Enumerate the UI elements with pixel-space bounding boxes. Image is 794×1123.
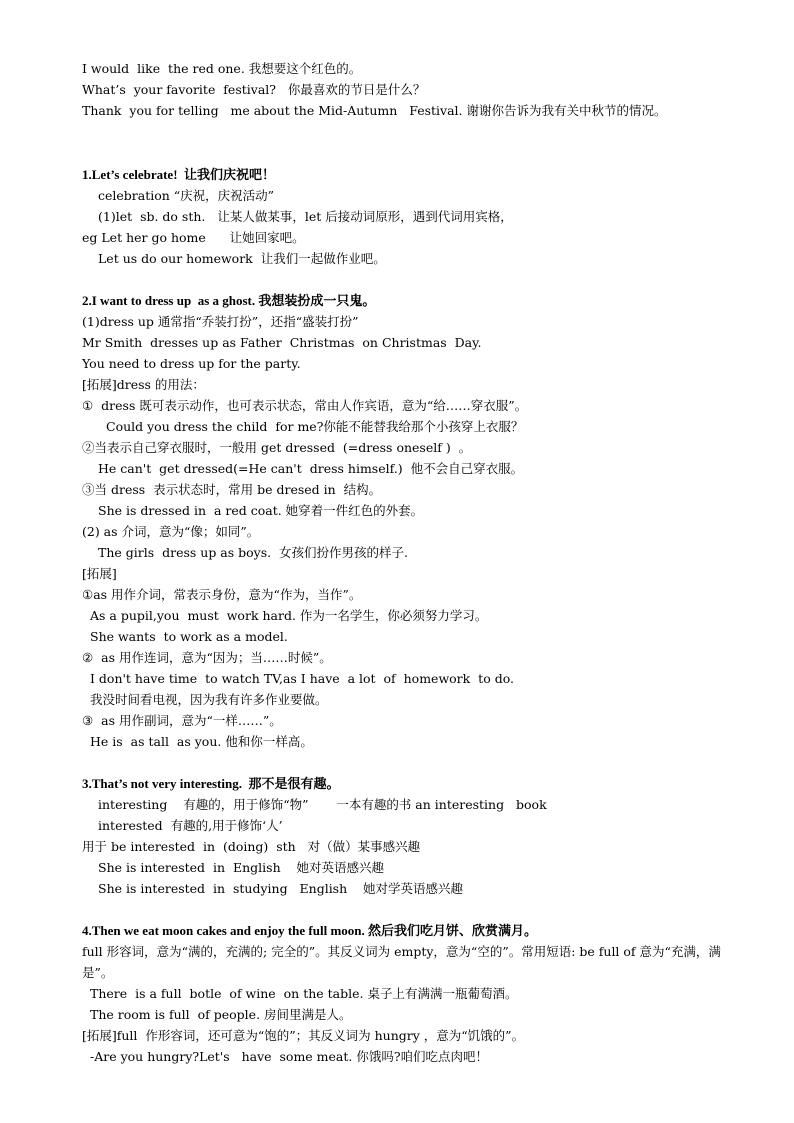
s2-line: ① dress 既可表示动作，也可表示状态，常由人作宾语，意为“给……穿衣服”。 (82, 398, 528, 413)
s2-line: The girls dress up as boys. 女孩们扮作男孩的样子. (98, 545, 409, 560)
s2-line: (2) as 介词，意为“像；如同”。 (82, 524, 260, 539)
s1-line: celebration “庆祝，庆祝活动” (98, 188, 275, 203)
s4-line: There is a full botle of wine on the table. 桌子上有满满一瓶葡萄酒。 (90, 986, 518, 1001)
s2-line: ①as 用作介词，常表示身份，意为“作为，当作”。 (82, 587, 362, 602)
document-page (82, 58, 722, 1067)
s2-line: She wants to work as a model. (90, 629, 288, 644)
s3-line: 用于 be interested in (doing) sth 对（做）某事感兴趣 (82, 839, 421, 854)
s3-line: interesting 有趣的，用于修饰“物” 一本有趣的书 an interesting book (98, 797, 547, 812)
s4-line: The room is full of people. 房间里满是人。 (90, 1007, 352, 1022)
s1-line: eg Let her go home 让她回家吧。 (82, 230, 305, 245)
s3-line: She is interested in studying English 她对学英语感兴趣 (98, 881, 464, 896)
s2-line: She is dressed in a red coat. 她穿着一件红色的外套。 (98, 503, 424, 518)
s3-line: She is interested in English 她对英语感兴趣 (98, 860, 385, 875)
s2-line: [拓展] (82, 566, 117, 581)
section-2-heading: 2.I want to dress up as a ghost. 我想装扮成一只鬼。 (82, 293, 376, 308)
section-3-heading: 3.That’s not very interesting. 那不是很有趣。 (82, 776, 340, 791)
s1-line: (1)let sb. do sth. 让某人做某事，let 后接动词原形，遇到代词用宾格， (98, 209, 513, 224)
s2-line: Mr Smith dresses up as Father Christmas on Christmas Day. (82, 335, 482, 350)
s4-line: [拓展]full 作形容词，还可意为“饱的”；其反义词为 hungry ，意为“饥饿的”。 (82, 1028, 525, 1043)
s2-line: 我没时间看电视，因为我有许多作业要做。 (90, 692, 328, 707)
s2-line: He is as tall as you. 他和你一样高。 (90, 734, 313, 749)
s4-line: full 形容词，意为“满的，充满的; 完全的”。其反义词为 empty，意为“空的”。常用短语: be full of 意为“充满，满是”。 (82, 944, 721, 980)
section-4-heading: 4.Then we eat moon cakes and enjoy the full moon. 然后我们吃月饼、欣赏满月。 (82, 923, 538, 938)
s2-line: (1)dress up 通常指“乔装打扮”，还指“盛装打扮” (82, 314, 359, 329)
s2-line: ③当 dress 表示状态时，常用 be dresed in 结构。 (82, 482, 382, 497)
intro-line-1: I would like the red one. 我想要这个红色的。 (82, 61, 362, 76)
s3-line: interested 有趣的,用于修饰‘人’ (98, 818, 283, 833)
intro-line-2: What’s your favorite festival? 你最喜欢的节日是什么？ (82, 82, 426, 97)
s2-line: ③ as 用作副词，意为“一样……”。 (82, 713, 282, 728)
section-1-heading: 1.Let’s celebrate! 让我们庆祝吧！ (82, 167, 276, 182)
intro-line-3: Thank you for telling me about the Mid-Autumn Festival. 谢谢你告诉为我有关中秋节的情况。 (82, 103, 667, 118)
s2-line: I don't have time to watch TV,as I have a lot of homework to do. (90, 671, 514, 686)
s1-line: Let us do our homework 让我们一起做作业吧。 (98, 251, 386, 266)
s2-line: ② as 用作连词，意为“因为；当……时候”。 (82, 650, 332, 665)
s2-line: He can't get dressed(=He can't dress himself.) 他不会自己穿衣服。 (98, 461, 524, 476)
s2-line: You need to dress up for the party. (82, 356, 301, 371)
s2-line: ②当表示自己穿衣服时，一般用 get dressed (=dress oneself ) 。 (82, 440, 472, 455)
s2-line: As a pupil,you must work hard. 作为一名学生，你必须努力学习。 (90, 608, 488, 623)
s4-line: -Are you hungry?Let's have some meat. 你饿吗?咱们吃点肉吧！ (90, 1049, 489, 1064)
s2-line: Could you dress the child for me?你能不能替我给那个小孩穿上衣服？ (106, 419, 524, 434)
s2-line: [拓展]dress 的用法： (82, 377, 205, 392)
